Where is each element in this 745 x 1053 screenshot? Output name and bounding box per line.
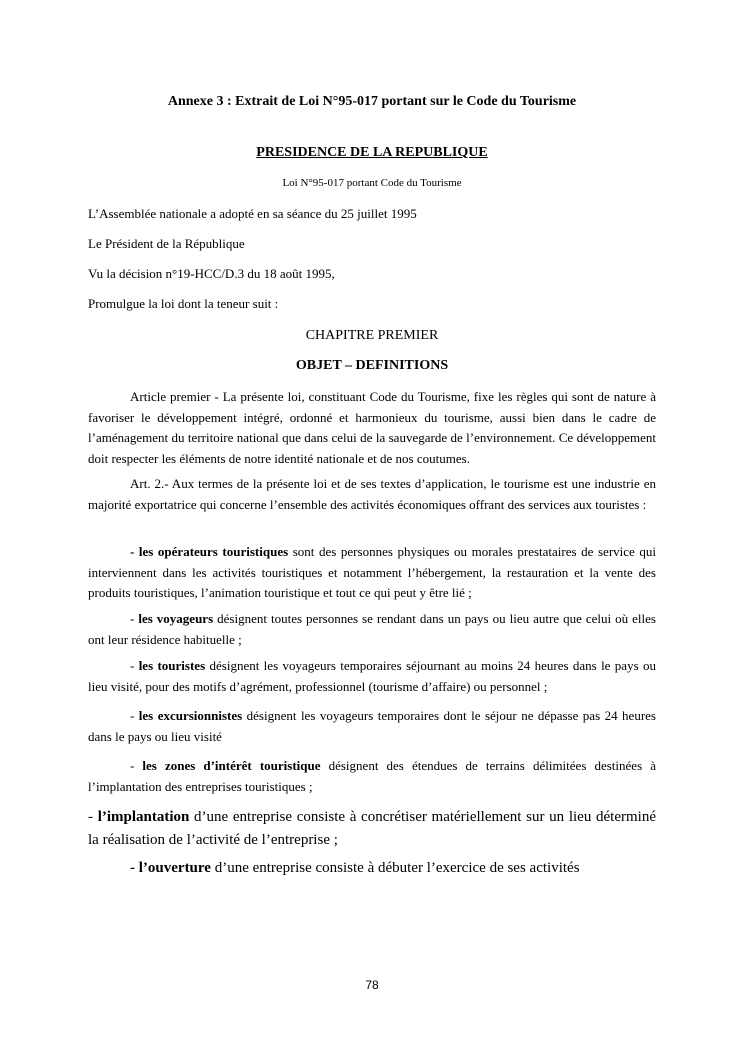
definition-text: désignent les voyageurs temporaires séjournant au moins 24 heures dans le pays ou lieu visité, pour des motifs d’agrément, professionnel (tourisme d’affaire) ou personnel ; bbox=[88, 658, 656, 694]
definition-prefix: - bbox=[130, 758, 143, 773]
definition-voyageurs bbox=[88, 609, 656, 650]
definition-term: les voyageurs bbox=[138, 611, 214, 626]
definition-term: les zones d’intérêt touristique bbox=[142, 758, 321, 773]
definition-term: - l’ouverture bbox=[130, 860, 211, 876]
preamble-line-3: Vu la décision n°19-HCC/D.3 du 18 août 1995, bbox=[88, 266, 335, 281]
definition-excursionnistes bbox=[88, 706, 656, 747]
definition-zones bbox=[88, 756, 656, 797]
definition-prefix: - bbox=[130, 611, 139, 626]
loi-subtitle: Loi N°95-017 portant Code du Tourisme bbox=[282, 177, 462, 189]
definition-text: d’une entreprise consiste à débuter l’exercice de ses activités bbox=[210, 860, 580, 876]
definition-implantation bbox=[88, 806, 656, 852]
chapter-heading: CHAPITRE PREMIER bbox=[305, 328, 439, 343]
presidence-text: PRESIDENCE DE LA REPUBLIQUE bbox=[256, 145, 488, 160]
definition-text: d’une entreprise consiste à concrétiser matériellement sur un lieu déterminé la réalisation de l’activité de l’entreprise ; bbox=[88, 809, 656, 848]
definition-text: désignent toutes personnes se rendant dans un pays ou lieu autre que celui où elles ont leur résidence habituelle ; bbox=[88, 611, 656, 647]
definition-text: sont des personnes physiques ou morales prestataires de service qui interviennent dans les activités touristiques et notamment l’hébergement, la restauration et la vente des produits touristiques, l’animation touristique et tout ce qui peut y être lié ; bbox=[88, 544, 656, 600]
page-number: 78 bbox=[365, 978, 379, 992]
annex-title: Annexe 3 : Extrait de Loi N°95-017 portant sur le Code du Tourisme bbox=[167, 94, 577, 109]
definition-prefix: - bbox=[130, 708, 139, 723]
preamble-line-4: Promulgue la loi dont la teneur suit : bbox=[88, 296, 279, 311]
definition-term: les excursionnistes bbox=[138, 708, 243, 723]
presidence-heading bbox=[88, 143, 656, 164]
article-premier: Article premier - La présente loi, constituant Code du Tourisme, fixe les règles qui sont de nature à favoriser le développement intégré, ordonné et harmonieux du tourisme, aussi bien dans le cadre de l’aménagement du territoire national que dans celui de la sauvegarde de l’environnement. Ce développement doit respecter les éléments de notre identité nationale et de nos coutumes. bbox=[88, 389, 656, 466]
definition-term: l’implantation bbox=[97, 809, 190, 825]
article-2: Art. 2.- Aux termes de la présente loi et de ses textes d’application, le tourisme est une industrie en majorité exportatrice qui concerne l’ensemble des activités économiques offrant des services aux touristes : bbox=[88, 476, 656, 512]
definition-term: - les opérateurs touristiques bbox=[130, 544, 289, 559]
definition-ouverture bbox=[88, 857, 656, 880]
chapter-title: OBJET – DEFINITIONS bbox=[295, 358, 449, 373]
definition-prefix: - bbox=[88, 809, 98, 825]
definition-term: les touristes bbox=[138, 658, 206, 673]
preamble-line-2: Le Président de la République bbox=[88, 236, 245, 251]
definition-text: désignent les voyageurs temporaires dont le séjour ne dépasse pas 24 heures dans le pays ou lieu visité bbox=[88, 708, 656, 744]
definition-prefix: - bbox=[130, 658, 139, 673]
definition-text: désignent des étendues de terrains délimitées destinées à l’implantation des entreprises touristiques ; bbox=[88, 758, 656, 794]
definition-touristes bbox=[88, 656, 656, 697]
definition-operateurs bbox=[88, 542, 656, 604]
preamble-line-1: L’Assemblée nationale a adopté en sa séance du 25 juillet 1995 bbox=[88, 206, 417, 221]
